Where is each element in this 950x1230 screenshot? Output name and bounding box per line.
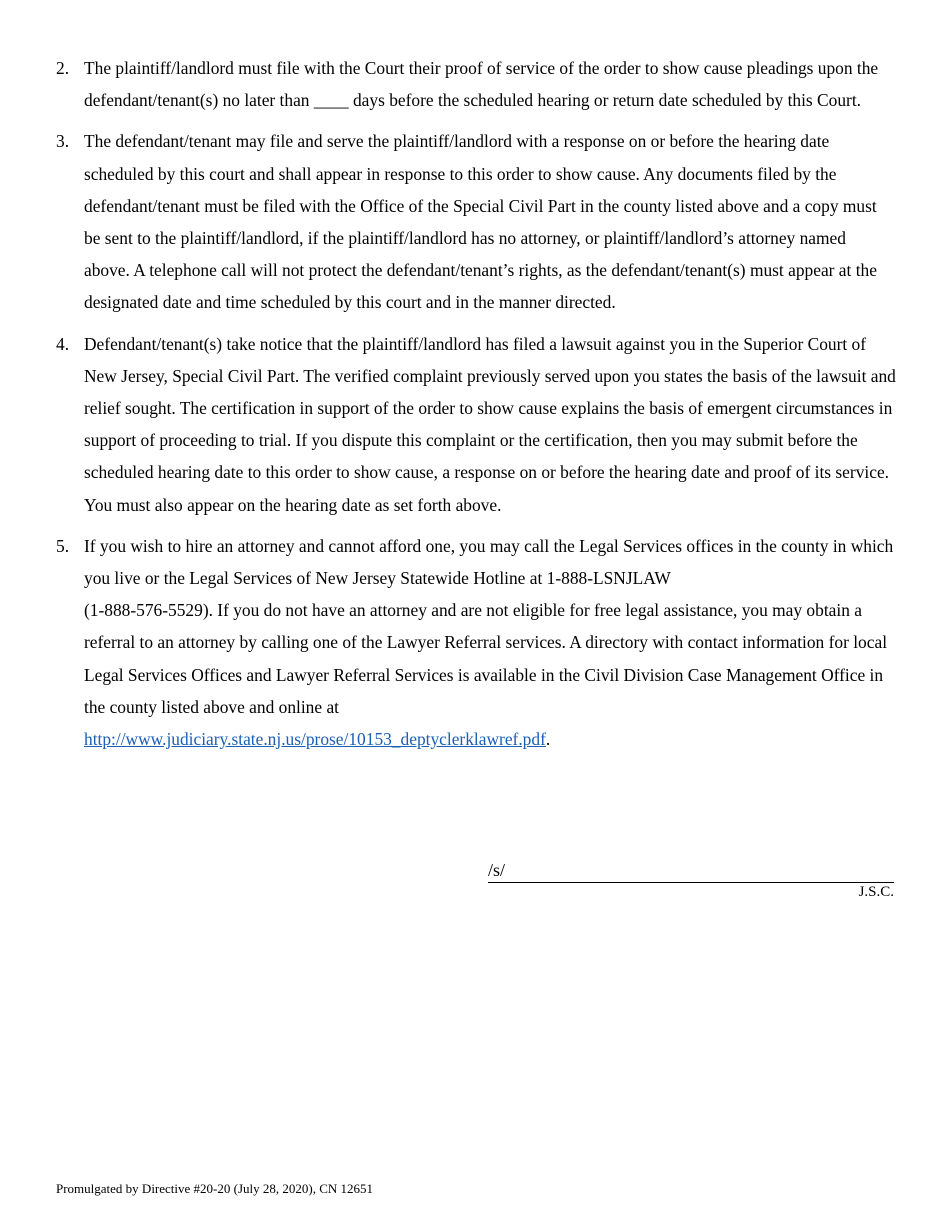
item-number: 5. — [56, 535, 70, 556]
list-item — [56, 530, 896, 755]
item-text: The defendant/tenant may file and serve the plaintiff/landlord with a response on or before the hearing date scheduled by this court and shall appear in response to this order to show cause. Any documents filed by the defendant/tenant must be filed with the Office of the Special Civil Part in the county listed above and a copy must be sent to the plaintiff/landlord, if the plaintiff/landlord has no attorney, or plaintiff/landlord’s attorney named above. A telephone call will not protect the defendant/tenant’s rights, as the defendant/tenant(s) must appear at the designated date and time scheduled by this court and in the manner directed. — [84, 131, 877, 313]
item-text-hotline: If you wish to hire an attorney and cannot afford one, you may call the Legal Services offices in the county in which you live or the Legal Services of New Jersey Statewide Hotline at 1-888-LSNJLAW — [84, 535, 894, 589]
footer-note: Promulgated by Directive #20-20 (July 28, 2020), CN 12651 — [56, 1181, 374, 1196]
item-number: 4. — [56, 333, 70, 354]
item-text: The plaintiff/landlord must file with the Court their proof of service of the order to show cause pleadings upon the defendant/tenant(s) no later than ____ days before the scheduled hearing or return date scheduled by this Court. — [84, 58, 879, 111]
item-text-referral: (1-888-576-5529). If you do not have an attorney and are not eligible for free legal assistance, you may obtain a referral to an attorney by calling one of the Lawyer Referral services. A directory with contact information for local Legal Services Offices and Lawyer Referral Services is available in the Civil Division Case Management Office in the county listed above and online at — [84, 600, 888, 717]
lawyer-referral-link[interactable]: http://www.judiciary.state.nj.us/prose/10153_deptyclerklawref.pdf — [84, 729, 546, 750]
item-trailing-period: . — [545, 729, 551, 750]
item-text: Defendant/tenant(s) take notice that the plaintiff/landlord has filed a lawsuit against you in the Superior Court of New Jersey, Special Civil Part. The verified complaint previously served upon you states the basis of the lawsuit and relief sought. The certification in support of the order to show cause explains the basis of emergent circumstances in support of proceeding to trial. If you dispute this complaint or the certification, then you may submit before the scheduled hearing date to this order to show cause, a response on or before the hearing date and proof of its service. You must also appear on the hearing date as set forth above. — [84, 333, 896, 515]
numbered-list — [56, 52, 896, 764]
signature-mark: /s/ — [488, 860, 506, 880]
list-item — [56, 52, 896, 116]
item-number: 3. — [56, 131, 70, 152]
signature-title: J.S.C. — [858, 884, 894, 900]
list-item — [56, 125, 896, 318]
list-item — [56, 328, 896, 521]
item-number: 2. — [56, 58, 70, 78]
signature-line — [488, 858, 894, 883]
